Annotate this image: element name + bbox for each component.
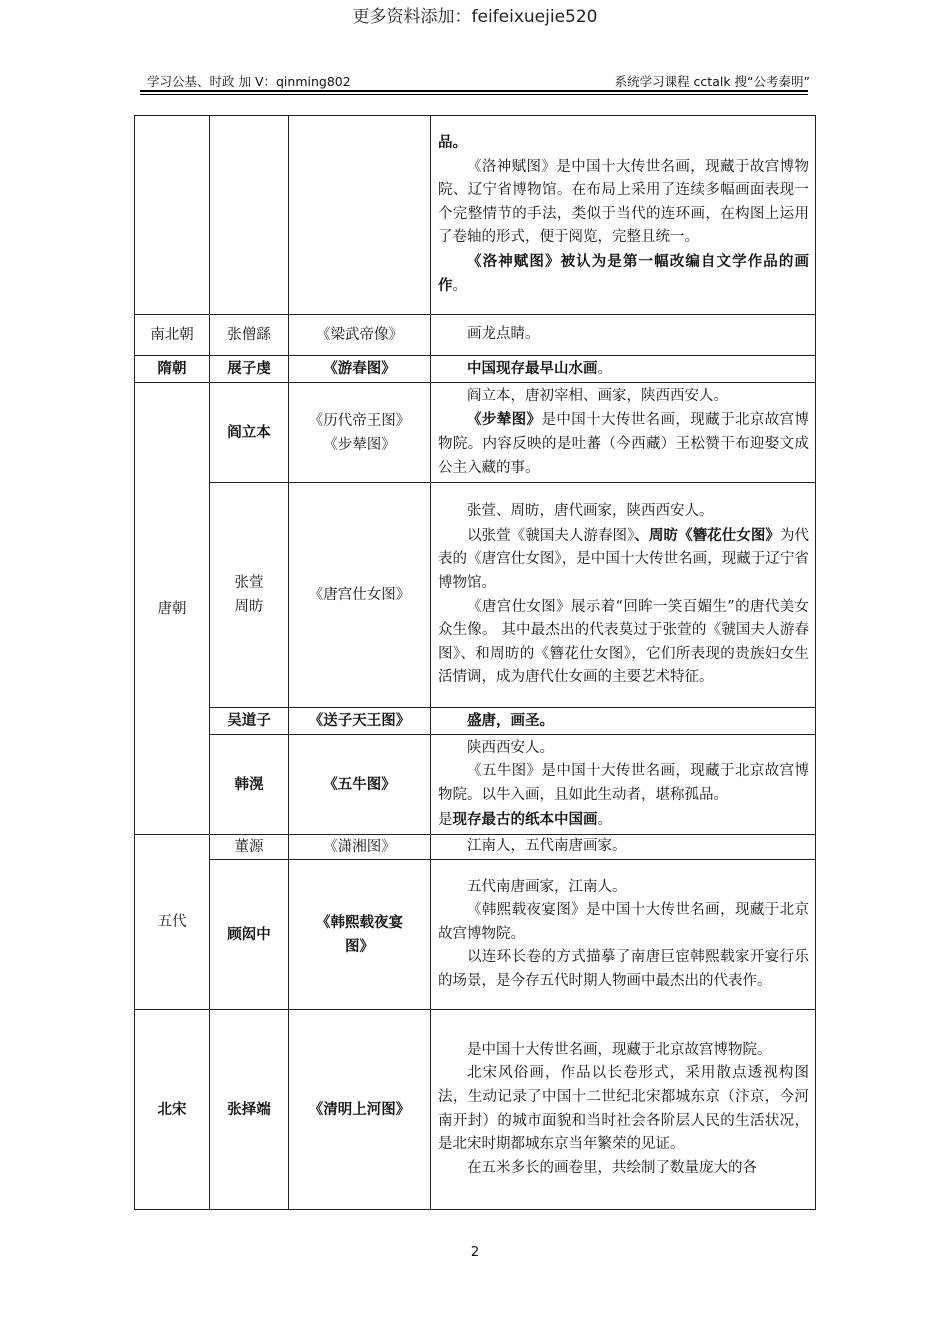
artist-name: 张萱: [234, 575, 264, 591]
desc-text: 、周昉《簪花仕女图》: [634, 526, 780, 544]
work-cell: [289, 383, 431, 483]
work-cell: [289, 116, 431, 315]
description-cell: [431, 116, 816, 315]
desc-text: 中国现存最早山水画: [467, 359, 598, 377]
dynasty-cell: 隋朝: [135, 356, 210, 383]
table-row: [135, 735, 816, 835]
desc-text: 《唐宫仕女图》展示着“回眸一笑百媚生”的唐代美女众生像。 其中最杰出的代表莫过于张萱的《虢国夫人游春图》、和周昉的《簪花仕女图》，它们所表现的贵族妇女生活情调，成为唐代仕女画的主要艺术特征。: [438, 598, 809, 686]
desc-text: 以张萱《虢国夫人游春图》: [467, 527, 635, 544]
work-cell: 《梁武帝像》: [289, 315, 431, 356]
desc-text: 为代表的《唐宫仕女图》，: [438, 527, 810, 568]
work-cell: 《清明上河图》: [289, 1010, 431, 1210]
desc-text: 。: [597, 811, 612, 828]
desc-text: 画龙点睛。: [467, 326, 540, 343]
desc-text: 张萱、周昉，唐代画家，陕西西安人。: [467, 503, 714, 520]
artist-cell: 吴道子: [210, 708, 289, 735]
watermark: 更多资料添加：feifeixuejie520: [352, 7, 598, 27]
description-cell: [431, 1010, 816, 1210]
page-number: 2: [470, 1245, 480, 1260]
work-title: 图》: [345, 937, 374, 955]
table-row: [135, 315, 816, 356]
artist-cell: 顾闳中: [210, 860, 289, 1010]
table-row: [135, 383, 816, 483]
desc-text: 五代南唐画家，江南人。: [467, 878, 627, 895]
dynasty-cell: [135, 116, 210, 315]
artist-cell: 阎立本: [210, 383, 289, 483]
work-cell: [289, 860, 431, 1010]
work-cell: 《唐宫仕女图》: [289, 483, 431, 708]
desc-text: 。: [597, 360, 612, 377]
work-cell: 《游春图》: [289, 356, 431, 383]
description-cell: [431, 708, 816, 735]
artist-cell: [210, 483, 289, 708]
dynasty-cell: 五代: [135, 835, 210, 1010]
description-cell: [431, 483, 816, 708]
artist-cell: 张僧繇: [210, 315, 289, 356]
desc-text: 《五牛图》是中国十大传世名画，现藏于北京故宫博物院。以牛入画，且如此生动者，堪称孤品。: [438, 763, 809, 803]
table-row: [135, 835, 816, 860]
desc-text: 以连环长卷的方式描摹了南唐巨宦韩熙载家开宴行乐的场景，是今存五代时期人物画中最杰出的代表作。: [438, 949, 809, 989]
desc-text: 是中国十大传世名画，现藏于北京故宫博物院。: [467, 1041, 772, 1058]
artist-cell: 董源: [210, 835, 289, 860]
description-cell: [431, 735, 816, 835]
artist-cell: 张择端: [210, 1010, 289, 1210]
desc-text: 《步辇图》: [467, 411, 542, 429]
work-cell: 《五牛图》: [289, 735, 431, 835]
table-row: [135, 483, 816, 708]
description-cell: [431, 356, 816, 383]
description-cell: [431, 315, 816, 356]
painters-table: [134, 115, 816, 1210]
work-title: 《历代帝王图》: [308, 412, 411, 429]
desc-text: 《洛神赋图》被认为是第一幅改编自文学作品的画作: [438, 252, 809, 295]
table-row: [135, 1010, 816, 1210]
desc-text: 《韩熙载夜宴图》是中国十大传世名画，现藏于北京故宫博物院。: [438, 902, 809, 942]
desc-text: 江南人，五代南唐画家。: [467, 838, 627, 855]
header-left: 学习公基、时政 加 V：qinming802: [147, 74, 351, 89]
desc-text: 是中国十大传世名画，现藏于辽宁省博物馆。: [438, 551, 809, 591]
header-rule: [140, 90, 808, 92]
desc-text: 盛唐，画圣。: [467, 712, 554, 730]
description-cell: [431, 835, 816, 860]
table-row: [135, 860, 816, 1010]
work-cell: 《送子天王图》: [289, 708, 431, 735]
artist-name: 周昉: [234, 599, 264, 615]
header-rule-thin: [140, 94, 808, 95]
description-cell: [431, 383, 816, 483]
desc-text: 是中国十大传世名画，现藏于北京故宫博物院。内容反映的是吐蕃（今西藏）王松赞干布迎娶文成公主入藏的事。: [438, 412, 810, 476]
desc-text: 是: [438, 811, 453, 828]
desc-text: 品。: [438, 133, 467, 151]
desc-text: 在五米多长的画卷里，共绘制了数量庞大的各: [467, 1159, 757, 1176]
desc-text: 现存最古的纸本中国画: [452, 810, 598, 828]
work-cell: 《潇湘图》: [289, 835, 431, 860]
table-row: [135, 116, 816, 315]
desc-text: 陕西西安人。: [467, 739, 554, 756]
dynasty-cell: 北宋: [135, 1010, 210, 1210]
artist-cell: 展子虔: [210, 356, 289, 383]
table-row: [135, 356, 816, 383]
description-cell: [431, 860, 816, 1010]
desc-text: 《洛神赋图》是中国十大传世名画，现藏于故宫博物院、辽宁省博物馆。在布局上采用了连续多幅画面表现一个完整情节的手法，类似于当代的连环画，在构图上运用了卷轴的形式，便于阅览，完整且统一。: [438, 158, 809, 246]
desc-text: 阎立本，唐初宰相、画家，陕西西安人。: [467, 387, 728, 404]
artist-cell: 韩滉: [210, 735, 289, 835]
dynasty-cell: 南北朝: [135, 315, 210, 356]
desc-text: 。: [452, 278, 467, 295]
artist-cell: [210, 116, 289, 315]
desc-text: 北宋风俗画，作品以长卷形式，采用散点透视构图法，生动记录了中国十二世纪北宋都城东京（汴京，今河南开封）的城市面貌和当时社会各阶层人民的生活状况，是北宋时期都城东京当年繁荣的见证。: [438, 1065, 809, 1153]
dynasty-cell: 唐朝: [135, 383, 210, 835]
table-row: [135, 708, 816, 735]
work-title: 《步辇图》: [323, 436, 396, 453]
header-right: 系统学习课程 cctalk 搜“公考秦明”: [614, 74, 810, 89]
work-title: 《韩熙载夜宴: [316, 913, 403, 931]
